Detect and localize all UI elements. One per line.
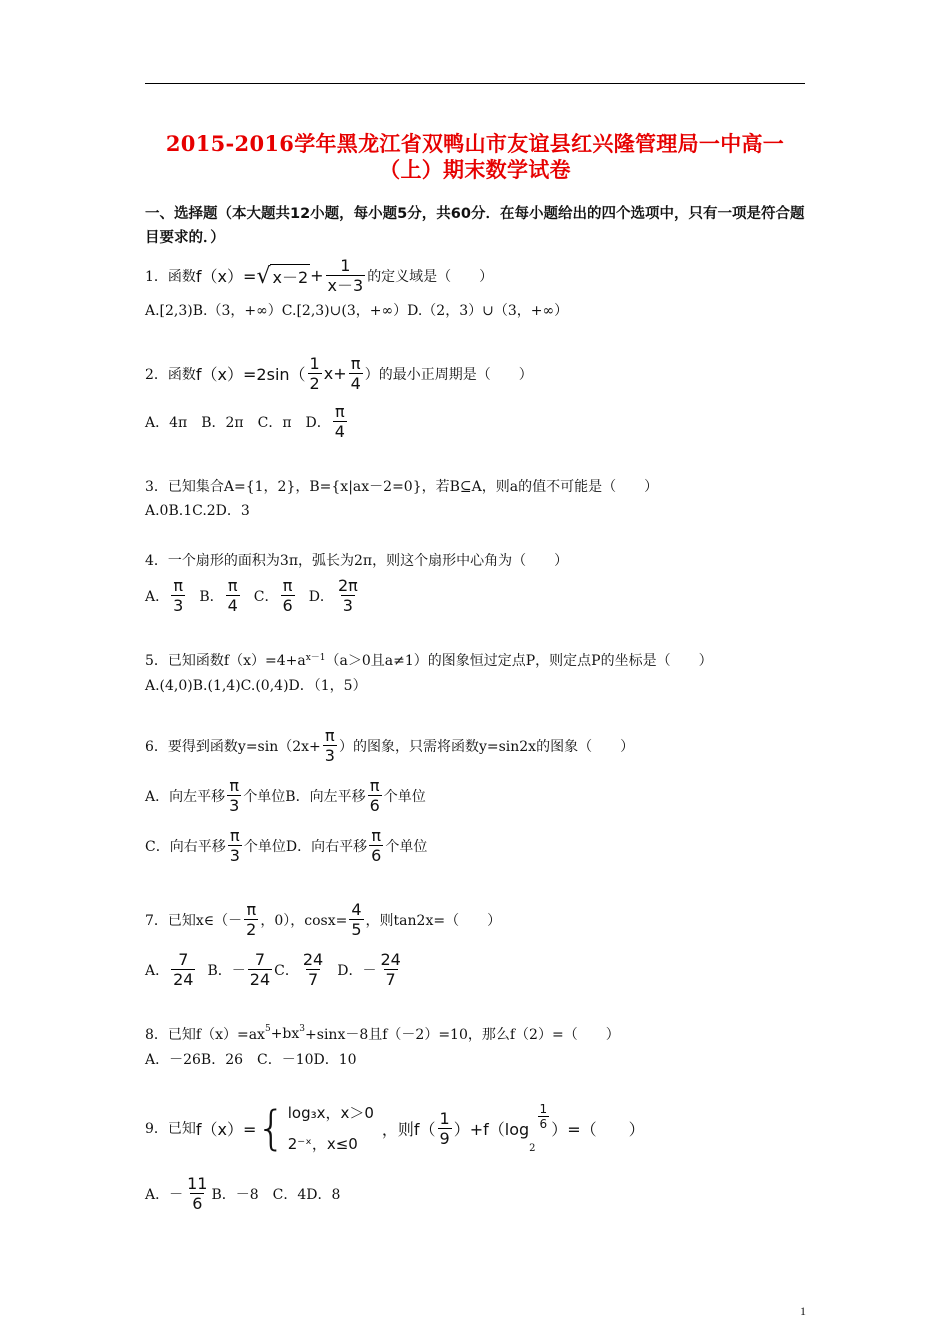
q4-a-num: π — [173, 576, 184, 595]
q7-d-frac — [378, 950, 402, 989]
q4-a-den: 3 — [173, 596, 184, 615]
q4-b-num: π — [227, 576, 238, 595]
section-heading: 一、选择题（本大题共12小题，每小题5分，共60分．在每小题给出的四个选项中，只有一项是符合题目要求的．） — [145, 206, 805, 246]
q2-frac-1-den: 2 — [309, 374, 320, 393]
q2-prefix: 2．函数 — [145, 366, 196, 383]
q9-mid2: ）+f（log — [453, 1119, 530, 1139]
q2-options — [145, 402, 349, 441]
q4-d-num: 2π — [337, 576, 358, 595]
q2-frac-1 — [308, 354, 322, 393]
q1-options: A.[2,3)B.（3，+∞）C.[2,3)∪(3，+∞）D.（2，3）∪（3，+∞） — [145, 303, 569, 319]
q2-optd-num: π — [335, 402, 345, 421]
q8-text-b: +bx — [270, 1026, 300, 1042]
q9-piecewise — [256, 1102, 373, 1154]
question-8 — [145, 1024, 620, 1044]
q2-frac-1-num: 1 — [309, 354, 320, 373]
q4-b-den: 4 — [227, 596, 238, 615]
question-4: 4．一个扇形的面积为3π，弧长为2π，则这个扇形中心角为（ ） — [145, 553, 569, 569]
question-6 — [145, 726, 634, 765]
q2-frac-2-den: 4 — [350, 374, 361, 393]
q5-text-a: 5．已知函数f（x）=4+a — [145, 653, 306, 669]
q7-d-num: 24 — [380, 950, 401, 969]
q7-mid: ，0），cosx= — [260, 912, 348, 929]
q7-prefix: 7．已知x∈（－ — [145, 912, 243, 929]
q9-options — [145, 1174, 340, 1213]
q8-text-c: +sinx－8且f（－2）=10，那么f（2）=（ ） — [305, 1027, 620, 1043]
q6-opt-a-pre: A．向左平移 — [145, 788, 226, 805]
q6-opt-c-pre: C．向右平移 — [145, 838, 226, 855]
q5-exponent: x－1 — [305, 653, 326, 663]
question-2 — [145, 354, 533, 393]
q9-case-1: log₃x，x＞0 — [287, 1104, 374, 1122]
q1-sqrt-body: x－2 — [270, 264, 310, 288]
q7-d-label: D．－ — [337, 962, 377, 979]
q7-c-frac — [301, 950, 325, 989]
page-title-line-1: 2015-2016学年黑龙江省双鸭山市友谊县红兴隆管理局一中高一 — [165, 131, 785, 156]
q4-b-label: B． — [199, 588, 224, 605]
q2-mid: x+ — [323, 364, 347, 383]
left-brace-icon: { — [256, 1101, 286, 1155]
q7-options — [145, 950, 405, 989]
q9-fx: f（x）= — [195, 1119, 257, 1139]
q1-prefix: 1．函数 — [145, 268, 196, 285]
q9-frac-1-den: 9 — [439, 1128, 450, 1148]
q6-opt-b-num: π — [369, 776, 380, 795]
question-1 — [145, 256, 493, 295]
q9-frac-1-num: 1 — [439, 1108, 450, 1128]
q7-a-label: A． — [145, 962, 170, 979]
question-7 — [145, 900, 501, 939]
q5-text-b: （a＞0且a≠1）的图象恒过定点P，则定点P的坐标是（ ） — [325, 653, 713, 669]
q1-fx: f（x）= — [195, 267, 257, 286]
q7-a-num: 7 — [178, 950, 189, 969]
q7-c-den: 7 — [307, 970, 319, 989]
q2-frac-2 — [349, 354, 363, 393]
q4-a-label: A． — [145, 588, 170, 605]
page-title-line-2: （上）期末数学试卷 — [379, 157, 571, 182]
q7-frac-1-num: π — [246, 900, 257, 919]
q6-opt-b-frac — [368, 776, 382, 815]
q7-b-den: 24 — [249, 970, 271, 989]
q1-fraction — [326, 256, 366, 295]
q6-opt-b-post: 个单位 — [383, 788, 426, 805]
q7-frac-1 — [244, 900, 258, 939]
q9-frac-2 — [538, 1102, 550, 1131]
q8-exponent-5: 5 — [264, 1024, 271, 1034]
q6-prefix: 6．要得到函数y=sin（2x+ — [145, 738, 321, 755]
question-5 — [145, 650, 713, 670]
q1-frac-den: x－3 — [327, 276, 364, 295]
q5-options: A.(4,0)B.(1,4)C.(0,4)D．（1，5） — [145, 678, 367, 694]
q4-d-den: 3 — [342, 596, 353, 615]
q9-frac-2-den: 6 — [539, 1117, 548, 1131]
q6-opt-d-frac — [369, 826, 383, 865]
q9-opt-a-den: 6 — [192, 1194, 203, 1213]
q6-opt-c-frac — [228, 826, 242, 865]
q6-frac-num: π — [325, 726, 335, 745]
q6-opt-a-num: π — [229, 776, 240, 795]
q4-c-frac — [281, 576, 295, 615]
q1-sqrt: √ x－2 — [256, 263, 309, 289]
q9-frac-2-num: 1 — [539, 1102, 548, 1116]
q4-options — [145, 576, 362, 615]
q7-frac-2 — [349, 900, 363, 939]
q6-opt-b-den: 6 — [369, 796, 380, 815]
question-9 — [145, 1102, 645, 1154]
q2-option-d-frac — [333, 402, 347, 441]
q9-suffix: ）=（ ） — [551, 1119, 645, 1139]
q4-c-den: 6 — [282, 596, 293, 615]
q7-a-frac — [171, 950, 195, 989]
q6-opt-d-post: 个单位 — [385, 838, 428, 855]
q9-opt-a-num: 11 — [187, 1174, 208, 1193]
q2-suffix: ）的最小正周期是（ ） — [364, 366, 533, 383]
q6-opt-a-frac — [227, 776, 241, 815]
q8-options: A．－26B．26 C．－10D．10 — [145, 1052, 357, 1068]
page-number: 1 — [800, 1304, 806, 1318]
q9-case-2: 2⁻ˣ，x≤0 — [287, 1135, 358, 1153]
q7-suffix: ，则tan2x=（ ） — [365, 912, 502, 929]
q2-fx: f（x）=2sin（ — [195, 365, 306, 384]
q7-frac-1-den: 2 — [246, 920, 257, 939]
q2-frac-2-num: π — [350, 354, 361, 373]
q4-a-frac — [171, 576, 185, 615]
q6-options-ab — [145, 776, 426, 815]
q9-prefix: 9．已知 — [145, 1121, 196, 1137]
q7-b-label: B．－ — [207, 962, 246, 979]
q6-opt-a-post: 个单位B．向左平移 — [243, 788, 366, 805]
q7-b-num: 7 — [254, 950, 266, 969]
q6-opt-a-den: 3 — [229, 796, 240, 815]
q7-d-den: 7 — [385, 970, 396, 989]
q7-frac-2-den: 5 — [351, 920, 362, 939]
q1-suffix: 的定义域是（ ） — [367, 268, 494, 285]
q9-log-base: 2 — [529, 1143, 536, 1154]
q6-frac — [323, 726, 337, 765]
q3-options: A.0B.1C.2D．3 — [145, 503, 250, 519]
q7-b-frac — [248, 950, 272, 989]
q6-opt-c-post: 个单位D．向右平移 — [243, 838, 368, 855]
q1-frac-num: 1 — [340, 256, 351, 275]
q6-opt-c-num: π — [229, 826, 240, 845]
q6-opt-c-den: 3 — [229, 846, 240, 865]
q9-frac-1 — [438, 1109, 452, 1148]
q7-frac-2-num: 4 — [351, 900, 362, 919]
q9-opt-a-frac — [185, 1174, 209, 1213]
q8-text-a: 8．已知f（x）=ax — [145, 1027, 265, 1043]
q6-opt-d-den: 6 — [371, 846, 382, 865]
q4-b-frac — [226, 576, 240, 615]
header-rule — [145, 83, 805, 84]
q1-plus: + — [310, 266, 324, 285]
q8-exponent-3: 3 — [299, 1024, 306, 1034]
q4-d-label: D． — [308, 588, 334, 605]
q4-c-label: C． — [253, 588, 279, 605]
q6-opt-d-num: π — [371, 826, 382, 845]
q9-opt-a-label: A．－ — [145, 1186, 184, 1203]
q6-suffix: ）的图象，只需将函数y=sin2x的图象（ ） — [338, 738, 635, 755]
q7-a-den: 24 — [173, 970, 194, 989]
question-3: 3．已知集合A={1，2}，B={x|ax－2=0}，若B⊆A，则a的值不可能是（ ） — [145, 479, 659, 495]
q7-c-label: C． — [274, 962, 299, 979]
q9-mid: ，则f（ — [381, 1119, 436, 1139]
q2-optd-den: 4 — [334, 422, 345, 441]
q4-c-num: π — [282, 576, 293, 595]
q9-options-rest: B．－8 C．4D．8 — [211, 1186, 341, 1203]
q7-c-num: 24 — [302, 950, 324, 969]
q6-frac-den: 3 — [324, 746, 335, 765]
q2-options-text: A．4π B．2π C．π D． — [145, 414, 331, 431]
q6-options-cd — [145, 826, 427, 865]
q4-d-frac — [336, 576, 360, 615]
